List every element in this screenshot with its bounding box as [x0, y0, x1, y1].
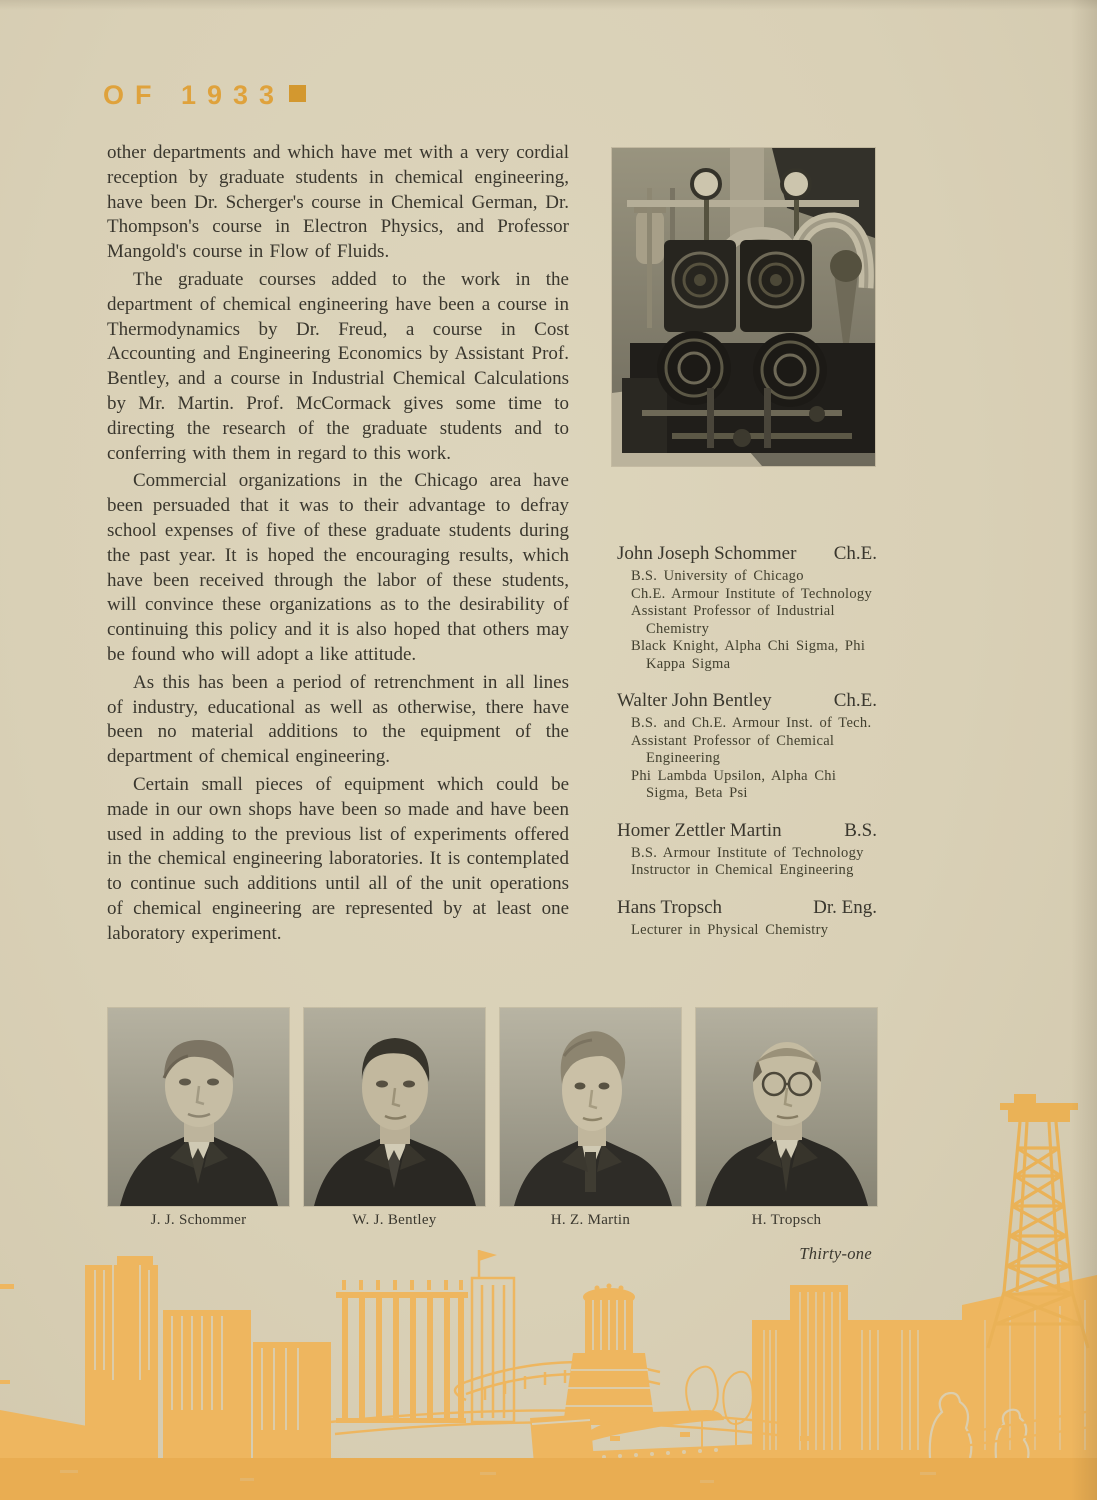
faculty-name: Walter John Bentley — [617, 690, 772, 711]
faculty-detail: Phi Lambda Upsilon, Alpha Chi Sigma, Beta Psi — [631, 767, 837, 801]
article-paragraph: Certain small pieces of equipment which could be made in our own shops have been so made and have been used in adding to the previous list of experiments offered in the chemical engineering laboratories. It is contemplated to continue such additions until all of the unit operations of chemical engineering are represented by at least one laboratory experiment. — [107, 773, 569, 944]
masthead-title: OF 1933 — [103, 80, 286, 110]
article-paragraph: other departments and which have met with a very cordial reception by graduate students in chemical engineering, have been Dr. Scherger's course in Chemical German, Dr. Thompson's course in Electron Physics, and Professor Mangold's course in Flow of Fluids. — [107, 142, 569, 263]
portrait-photo-bentley — [304, 1008, 485, 1206]
faculty-degree: Dr. Eng. — [813, 896, 877, 918]
article-paragraph: The graduate courses added to the work in the department of chemical engineering have been a course in Thermodynamics by Dr. Freud, a course in Cost Accounting and Engineering Economics by Assistant Prof. Bentley, and a course in Industrial Chemical Calculations by Mr. Martin. Prof. McCormack gives some time to directing the research of the graduate students and to conferring with them in regard to this work. — [107, 268, 569, 464]
portrait-photo-schommer — [108, 1008, 289, 1206]
page-edge-shadow — [1071, 0, 1097, 1500]
faculty-detail: Assistant Professor of Chemical Engineering — [631, 732, 835, 766]
faculty-name: Hans Tropsch — [617, 896, 723, 918]
square-ornament-icon — [289, 85, 306, 102]
faculty-detail: B.S. Armour Institute of Technology — [631, 844, 864, 861]
faculty-entry — [617, 897, 877, 940]
faculty-detail: Lecturer in Physical Chemistry — [631, 921, 829, 938]
portrait-photo-martin — [500, 1008, 681, 1206]
page-top-shadow — [0, 0, 1097, 10]
portrait-photo-tropsch — [696, 1008, 877, 1206]
faculty-detail: B.S. University of Chicago — [631, 568, 804, 584]
portrait-caption: J. J. Schommer — [150, 1212, 247, 1228]
machinery-illustration — [612, 148, 875, 466]
faculty-degree: Ch.E. — [833, 543, 877, 564]
laboratory-equipment-photo — [612, 148, 875, 466]
faculty-roster — [617, 543, 877, 956]
faculty-entry — [617, 690, 877, 803]
masthead — [103, 80, 306, 111]
faculty-detail: Instructor in Chemical Engineering — [631, 862, 854, 878]
faculty-detail: Ch.E. Armour Institute of Technology — [631, 585, 873, 602]
article-paragraph: Commercial organizations in the Chicago area have been persuaded that it was to their advantage to defray school expenses of five of these graduate students during the past year. It is hoped the encouraging results, which have been received through the labor of these students, will convince these organizations as to the desirability of continuing this policy and it is also hoped that others may be found who will adopt a like attitude. — [107, 470, 569, 665]
faculty-detail: Black Knight, Alpha Chi Sigma, Phi Kappa Sigma — [631, 638, 866, 672]
article-body — [107, 141, 569, 950]
faculty-name: John Joseph Schommer — [617, 543, 797, 564]
faculty-entry — [617, 820, 877, 880]
faculty-degree: B.S. — [844, 819, 877, 841]
portrait-caption: H. Z. Martin — [550, 1212, 631, 1228]
faculty-name: Homer Zettler Martin — [617, 819, 782, 841]
portrait-row — [108, 1008, 877, 1206]
article-paragraph: As this has been a period of retrenchment in all lines of industry, educational as well as otherwise, there have been no material additions to the equipment of the department of chemical engineering. — [107, 671, 569, 768]
faculty-degree: Ch.E. — [833, 690, 877, 711]
faculty-detail: Assistant Professor of Industrial Chemistry — [631, 603, 835, 637]
faculty-entry — [617, 543, 877, 673]
faculty-detail: B.S. and Ch.E. Armour Inst. of Tech. — [631, 715, 872, 731]
portrait-caption: H. Tropsch — [751, 1212, 822, 1228]
portrait-captions — [108, 1212, 877, 1229]
portrait-caption: W. J. Bentley — [352, 1212, 437, 1228]
page-number: Thirty-one — [799, 1244, 872, 1263]
